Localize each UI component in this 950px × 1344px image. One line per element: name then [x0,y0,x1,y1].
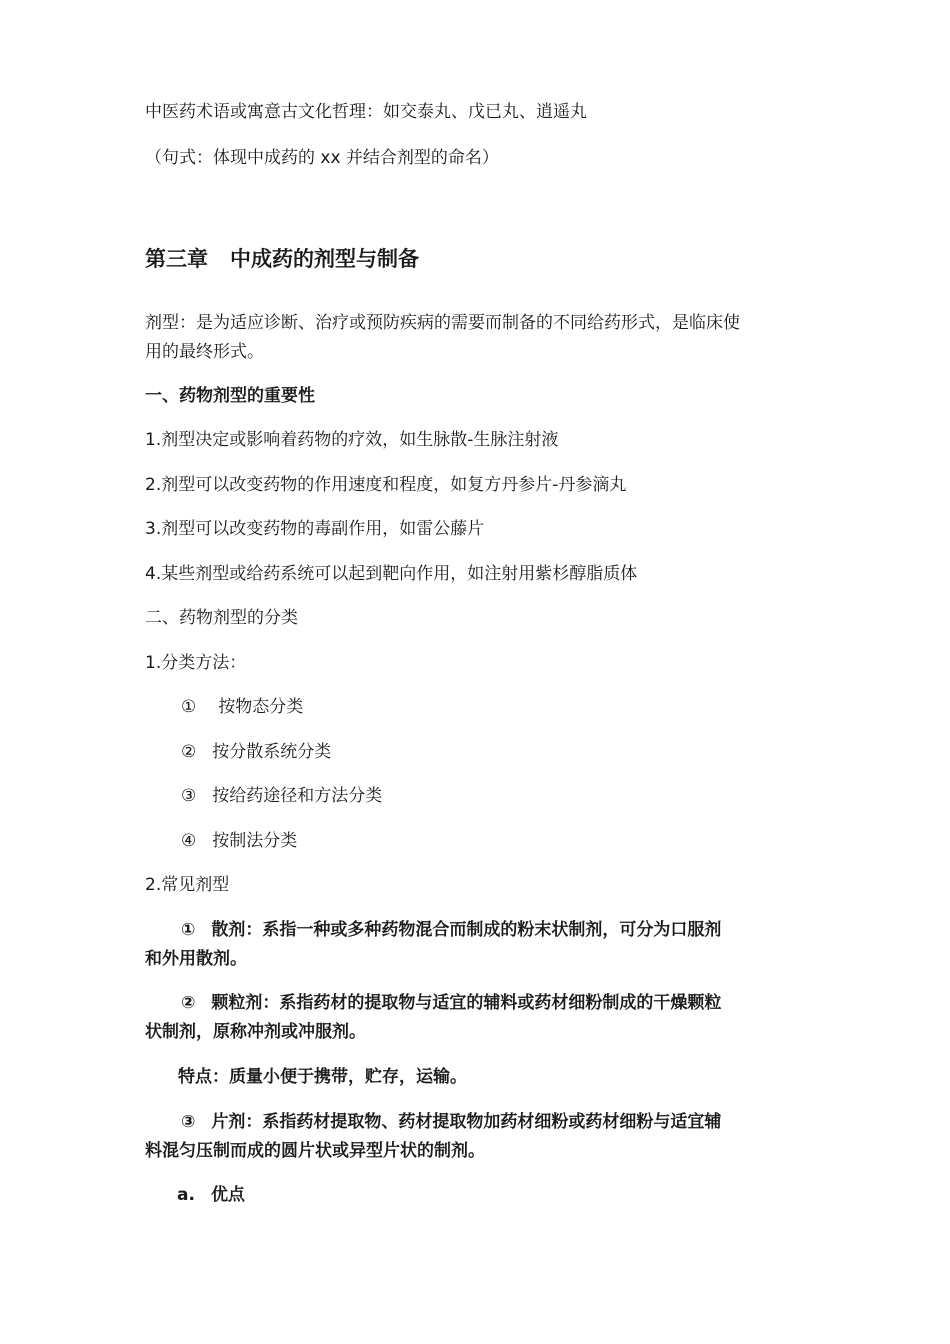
subsection-title: 2.常见剂型 [145,875,230,895]
item-text: 按物态分类 [218,697,304,717]
section-heading: 一、药物剂型的重要性 [145,386,315,406]
chapter-heading [145,244,805,274]
item-text: 按分散系统分类 [212,742,332,762]
item-text: 散剂：系指一种或多种药物混合而制成的粉末状制剂，可分为口服剂 [211,920,722,940]
list-item: 2.剂型可以改变药物的作用速度和程度，如复方丹参片-丹参滴丸 [145,475,627,495]
intro-line: 中医药术语或寓意古文化哲理：如交泰丸、戊已丸、逍遥丸 [145,102,587,122]
method-item [181,826,841,856]
item-number: ④ [181,831,197,851]
chapter-title: 中成药的剂型与制备 [230,247,419,271]
method-item [181,781,841,811]
advantage-text: 优点 [210,1185,245,1205]
dosage-form-powder [181,915,841,945]
item-number: ② [181,742,197,762]
item-text: 按制法分类 [212,831,298,851]
item-number: ② [181,993,196,1013]
advantage-label: a. [177,1185,195,1205]
item-text: 片剂：系指药材提取物、药材提取物加药材细粉或药材细粉与适宜辅 [211,1112,722,1132]
item-number: ① [181,697,197,717]
advantage-heading [177,1180,837,1210]
item-continuation: 和外用散剂。 [145,949,247,969]
dosage-form-tablet [181,1107,841,1137]
item-text: 按给药途径和方法分类 [212,786,383,806]
section-heading: 二、药物剂型的分类 [145,608,298,628]
method-item [181,692,841,722]
method-item [181,737,841,767]
list-item: 1.剂型决定或影响着药物的疗效，如生脉散-生脉注射液 [145,430,559,450]
item-continuation: 料混匀压制而成的圆片状或异型片状的制剂。 [145,1141,485,1161]
item-number: ③ [181,786,197,806]
list-item: 4.某些剂型或给药系统可以起到靶向作用，如注射用紫杉醇脂质体 [145,564,638,584]
item-continuation: 状制剂，原称冲剂或冲服剂。 [145,1022,366,1042]
intro-note: （句式：体现中成药的 xx 并结合剂型的命名） [145,148,499,168]
definition-line: 剂型：是为适应诊断、治疗或预防疾病的需要而制备的不同给药形式，是临床使 [145,313,740,333]
dosage-form-granule [181,988,841,1018]
chapter-number: 第三章 [145,247,208,271]
item-text: 颗粒剂：系指药材的提取物与适宜的辅料或药材细粉制成的干燥颗粒 [211,993,722,1013]
item-number: ③ [181,1112,196,1132]
subsection-title: 1.分类方法： [145,653,247,673]
granule-feature: 特点：质量小便于携带，贮存，运输。 [178,1067,467,1087]
item-number: ① [181,920,196,940]
definition-line: 用的最终形式。 [145,342,264,362]
list-item: 3.剂型可以改变药物的毒副作用，如雷公藤片 [145,519,485,539]
